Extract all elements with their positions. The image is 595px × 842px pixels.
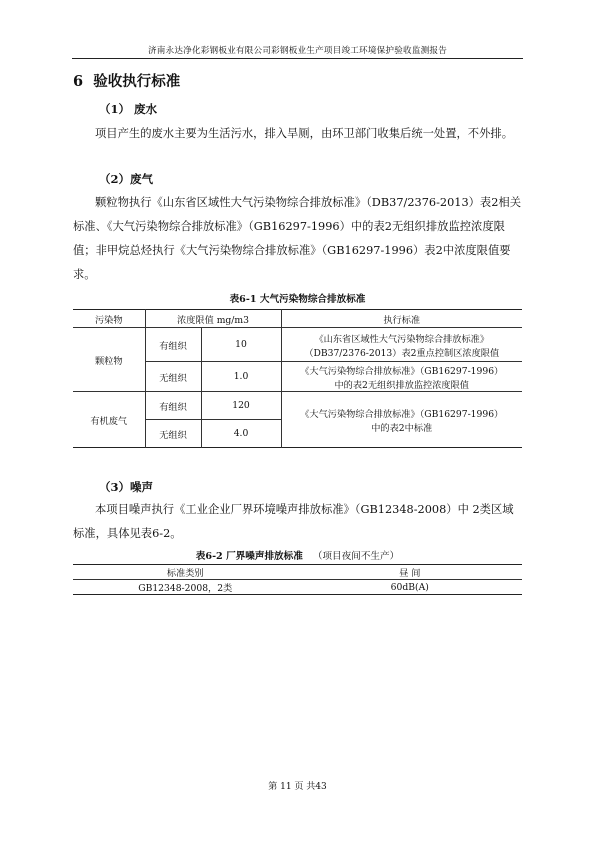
emission-type-cell: 无组织 (145, 362, 201, 392)
table1-caption: 表6-1 大气污染物综合排放标准 (229, 294, 366, 305)
standard-line: 《大气污染物综合排放标准》（GB16297-1996） (300, 408, 504, 420)
col-header-limit: 浓度限值 mg/m3 (145, 310, 281, 328)
wastewater-paragraph (73, 122, 523, 146)
noise-paragraph (73, 498, 523, 546)
wastewater-text: 项目产生的废水主要为生活污水，排入旱厕，由环卫部门收集后统一处置，不外排。 (95, 127, 513, 140)
standard-cell (281, 392, 522, 448)
col-header-day: 昼 间 (399, 568, 421, 579)
section-title (73, 70, 180, 91)
standard-line: 《山东省区域性大气污染物综合排放标准》 (314, 333, 490, 345)
standard-cell (281, 362, 522, 392)
standard-cell (281, 328, 522, 362)
noise-standard-table (73, 564, 522, 595)
table-header-row (73, 310, 522, 328)
limit-value-cell: 120 (201, 392, 281, 420)
section-title-text: 验收执行标准 (93, 73, 181, 90)
emission-standard-table (73, 309, 522, 448)
day-limit-cell: 60dB(A) (298, 580, 523, 595)
header-divider (72, 58, 523, 59)
emission-type-cell: 有组织 (145, 328, 201, 362)
col-header-standard: 执行标准 (281, 310, 522, 328)
table-row (73, 580, 522, 595)
exhaust-text: 颗粒物执行《山东省区域性大气污染物综合排放标准》（DB37/2376-2013）表2相关标准、《大气污染物综合排放标准》（GB16297-1996）中的表2无组织排放监控浓度限值；非甲烷总烃执行《大气污染物综合排放标准》（GB16297-1996）表2中浓度限值要求。 (73, 196, 522, 281)
limit-value-cell: 10 (201, 328, 281, 362)
wastewater-heading: （1） 废水 (99, 102, 158, 116)
limit-value-cell: 1.0 (201, 362, 281, 392)
category-cell: GB12348-2008，2类 (73, 580, 298, 595)
emission-type-cell: 无组织 (145, 420, 201, 448)
col-header-pollutant: 污染物 (94, 314, 123, 326)
section-number: 6 (73, 73, 84, 90)
pollutant-cell: 颗粒物 (73, 328, 145, 392)
table2-caption (72, 548, 523, 562)
table-row (73, 328, 522, 362)
exhaust-heading: （2）废气 (99, 172, 154, 186)
table-row (73, 392, 522, 420)
limit-value-cell: 4.0 (201, 420, 281, 448)
standard-line: 中的表2无组织排放监控浓度限值 (334, 379, 469, 391)
table-header-row (73, 565, 522, 580)
table2-caption-note: （项目夜间不生产） (312, 551, 400, 562)
noise-text: 本项目噪声执行《工业企业厂界环境噪声排放标准》（GB12348-2008）中 2类区域标准，具体见表6-2。 (73, 503, 514, 540)
emission-type-cell: 有组织 (145, 392, 201, 420)
noise-heading: （3）噪声 (99, 480, 154, 494)
pollutant-cell: 有机废气 (73, 392, 145, 448)
col-header-category: 标准类别 (166, 568, 204, 579)
exhaust-paragraph (73, 191, 523, 287)
standard-line: 《大气污染物综合排放标准》（GB16297-1996） (300, 365, 504, 377)
standard-line: （DB37/2376-2013）表2重点控制区浓度限值 (304, 347, 500, 359)
page-number: 第 11 页 共43 (268, 782, 327, 792)
table2-caption-title: 表6-2 厂界噪声排放标准 (195, 551, 303, 562)
page-header: 济南永达净化彩钢板业有限公司彩钢板业生产项目竣工环境保护验收监测报告 (148, 46, 447, 56)
standard-line: 中的表2中标准 (371, 422, 433, 434)
